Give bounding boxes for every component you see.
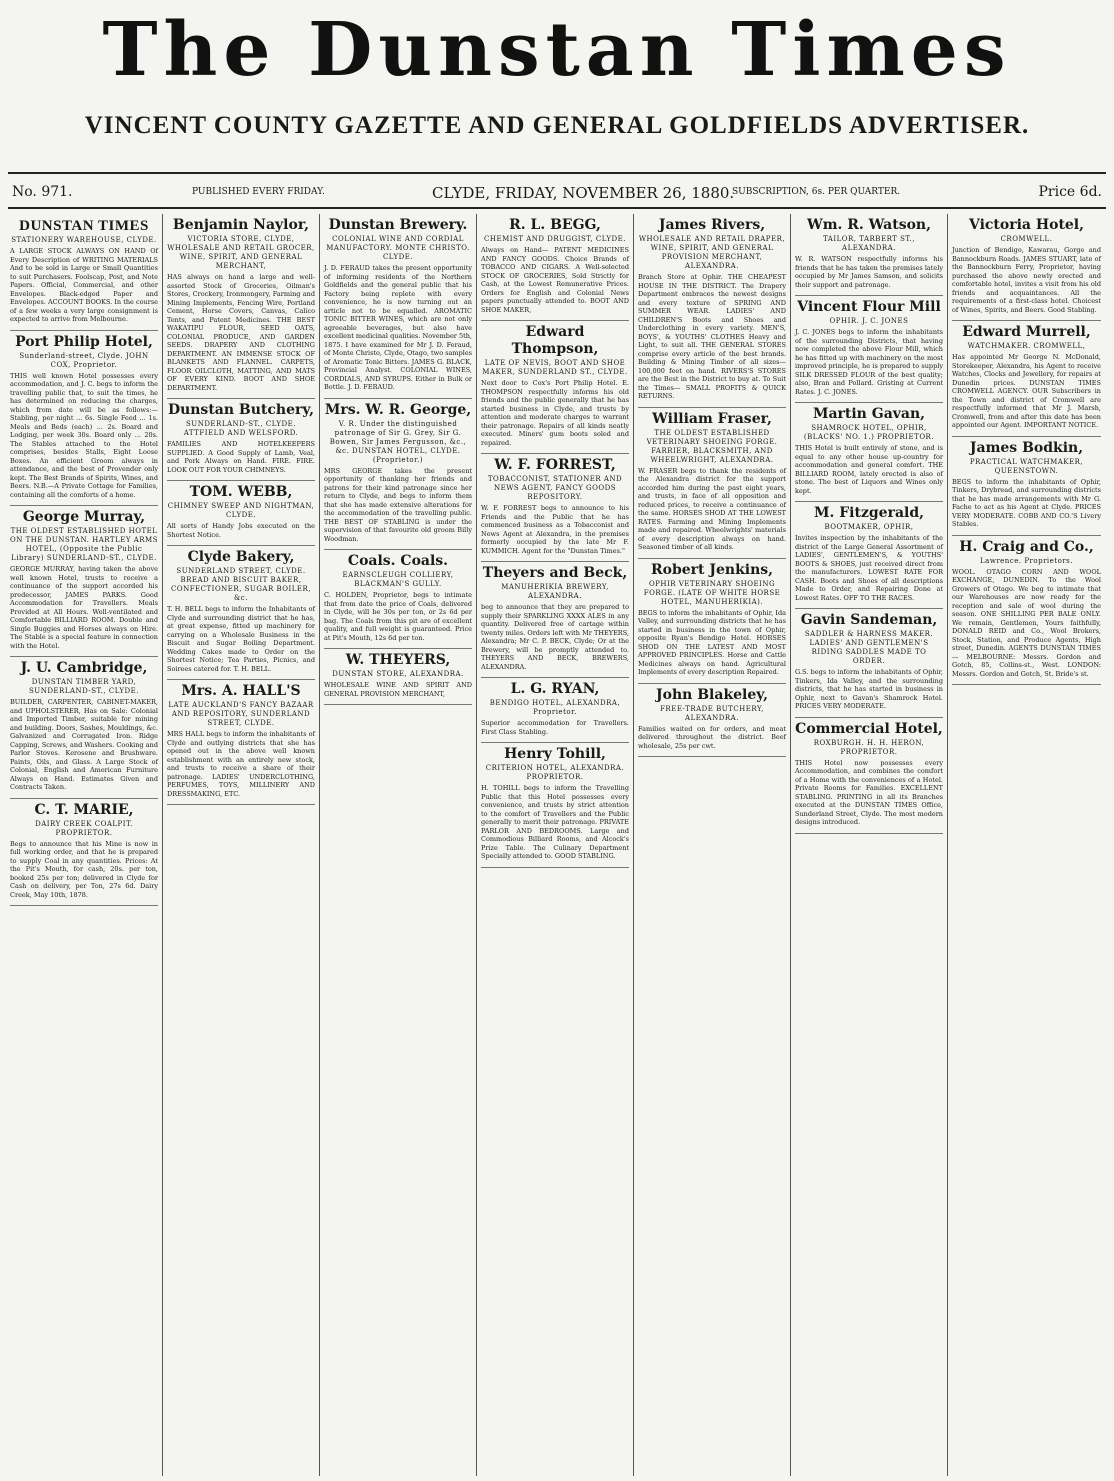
ad-subheading: WHOLESALE AND RETAIL DRAPER, WINE, SPIRIT, AND GENERAL PROVISION MERCHANT, ALEXANDRA. bbox=[638, 235, 786, 270]
advertisement bbox=[795, 609, 943, 718]
advertisement bbox=[324, 399, 472, 551]
ad-heading: W. F. FORREST, bbox=[494, 457, 616, 473]
advertisement bbox=[795, 296, 943, 403]
advertisement bbox=[481, 321, 629, 454]
ad-body: WOOL. OTAGO CORN AND WOOL EXCHANGE, DUNEDIN. To the Wool Growers of Otago. We beg to intimate that our Warehouses are now ready for the reception and sale of wool during the season. ONE SHILLING PER BALE ONLY. We remain, Gentlemen, Yours faithfully, DONALD REID and Co., Wool Brokers, Stock, Station, and Produce Agents, High street, Dunedin. AGENTS DUNSTAN TIMES— MELBOURNE: Messrs. Gordon and Gotch, 85, Collins-st., West. LONDON: Messrs. Gordon and Gotch, St. Bride's st. bbox=[952, 567, 1101, 678]
dateline bbox=[12, 184, 1102, 206]
masthead-rule-top bbox=[8, 172, 1106, 174]
ad-subheading: FREE-TRADE BUTCHERY, ALEXANDRA. bbox=[660, 704, 764, 722]
ad-subheading: COLONIAL WINE AND CORDIAL MANUFACTORY. MONTE CHRISTO. CLYDE. bbox=[326, 235, 470, 261]
ad-body: Branch Store at Ophir. THE CHEAPEST HOUSE IN THE DISTRICT. The Drapery Department embraces the newest designs and every texture of SPRING AND SUMMER WEAR. LADIES' AND CHILDREN'S Boots and Shoes and Underclothing in every variety. MEN'S, BOYS', & YOUTHS' CLOTHES Heavy and Light, to suit all. THE GENERAL STORES comprise every article of the best brands. Building & Mining Timber of all sizes—100,000 feet on hand. RIVERS'S STORES are the Best in the District to buy at. To Suit the Times— SMALL PROFITS & QUICK RETURNS. bbox=[638, 273, 786, 400]
ad-heading: George Murray, bbox=[22, 509, 146, 525]
ad-subheading: ROXBURGH. H. H. HERON, PROPRIETOR. bbox=[813, 738, 925, 756]
ad-subheading: VICTORIA STORE, CLYDE, WHOLESALE AND RETAIL GROCER, WINE, SPIRIT, AND GENERAL MERCHANT, bbox=[167, 235, 315, 270]
ad-heading: H. Craig and Co., bbox=[959, 538, 1094, 555]
advertisement bbox=[638, 684, 786, 758]
ad-body: T. H. BELL begs to inform the Inhabitants of Clyde and surrounding district that he has, at great expense, fitted up machinery for carrying on a Wholesale Business in the Biscuit and Sugar Boiling Department. Wedding Cakes made to Order on the Shortest Notice; Tea Parties, Picnics, and Soirees catered for. T. H. BELL. bbox=[167, 605, 315, 673]
ad-subheading: BENDIGO HOTEL, ALEXANDRA, Proprietor. bbox=[489, 699, 621, 716]
ad-heading: Gavin Sandeman, bbox=[800, 612, 938, 628]
ad-heading: Dunstan Butchery, bbox=[167, 402, 315, 418]
ad-body: WHOLESALE WINE AND SPIRIT AND GENERAL PROVISION MERCHANT, bbox=[324, 681, 472, 698]
ad-subheading: WATCHMAKER. CROMWELL, bbox=[967, 342, 1086, 350]
masthead-rule-bottom bbox=[8, 207, 1106, 209]
ad-subheading: LATE AUCKLAND'S FANCY BAZAAR AND REPOSITORY, SUNDERLAND STREET, CLYDE. bbox=[168, 701, 314, 727]
ad-subheading: STATIONERY WAREHOUSE, CLYDE. bbox=[11, 236, 157, 244]
advertisement bbox=[481, 454, 629, 562]
ad-body: W. R. WATSON respectfully informs his friends that he has taken the premises lately occupied by Mr James Samson, and solicits their support and patronage. bbox=[795, 255, 943, 289]
advertisement bbox=[952, 536, 1101, 686]
ad-body: GEORGE MURRAY, having taken the above well known Hotel, trusts to receive a continuance of the support accorded his predecessor, JAMES PARKS. Good Accommodation for Travellers. Meals Provided at All Hours. Well-ventilated and Comfortable BILLIARD ROOM. Double and Single Buggies and Horses always on Hire. The Stable is a special feature in connection with the Hotel. bbox=[10, 565, 158, 650]
ad-subheading: DUNSTAN STORE, ALEXANDRA. bbox=[332, 670, 464, 678]
ad-heading: Martin Gavan, bbox=[812, 406, 926, 422]
ad-subheading: THE OLDEST ESTABLISHED VETERINARY SHOEING FORGE. FARRIER, BLACKSMITH, AND WHEELWRIGHT, ALEXANDRA. bbox=[646, 428, 778, 464]
ad-heading: DUNSTAN TIMES bbox=[19, 218, 149, 234]
newspaper-title: The Dunstan Times bbox=[102, 7, 1012, 93]
ad-body: THIS Hotel is built entirely of stone, and is equal to any other house up-country for accommodation and general comfort. THE BILLIARD ROOM, lately erected is also of stone. The best of Liquors and Wines only kept. bbox=[795, 444, 943, 495]
newspaper-subtitle: VINCENT COUNTY GAZETTE AND GENERAL GOLDFIELDS ADVERTISER. bbox=[84, 112, 1030, 139]
advertisement bbox=[10, 506, 158, 657]
ad-body: BUILDER, CARPENTER, CABINET-MAKER, and UPHOLSTERER, Has on Sale: Colonial and Imported Timber, suitable for mining and building. Doors, Sashes, Mouldings, &c. Galvanized and Corrugated Iron. Ridge Capping, Screws, and Washers. Cooking and Parlor Stoves. Kerosene and Brushware. Paints, Oils, and Glass. A Large Stock of Colonial, English and American Furniture Always on Hand. Estimates Given and Contracts Taken. bbox=[10, 698, 158, 791]
ad-heading: Clyde Bakery, bbox=[187, 549, 295, 565]
ad-subheading: TAILOR, TARBERT ST., ALEXANDRA. bbox=[822, 235, 915, 252]
publication-frequency: PUBLISHED EVERY FRIDAY. bbox=[192, 187, 325, 197]
ad-heading: TOM. WEBB, bbox=[189, 484, 293, 500]
ad-body: MRS HALL begs to inform the inhabitants of Clyde and outlying districts that she has opened out in the above well known establishment with an entirely new stock, and trusts to receive a share of their patronage. LADIES' UNDERCLOTHING, PERFUMES, TOYS, MILLINERY AND DRESSMAKING, ETC. bbox=[167, 730, 315, 798]
ad-subheading: SUNDERLAND STREET, CLYDE. BREAD AND BISCUIT BAKER, CONFECTIONER, SUGAR BOILER, &c. bbox=[170, 567, 312, 602]
ad-body: G.S. begs to inform the inhabitants of Ophir, Tinkers, Ida Valley, and the surrounding districts, that he has started in business in Ophir, next to Gavan's Shamrock Hotel. PRICES VERY MODERATE. bbox=[795, 668, 943, 710]
advertisement bbox=[167, 680, 315, 805]
column-5 bbox=[634, 214, 791, 1476]
advertisement bbox=[481, 214, 629, 321]
advertisement bbox=[167, 481, 315, 546]
advertisement bbox=[10, 331, 158, 507]
ad-heading: Mrs. W. R. George, bbox=[324, 401, 472, 418]
ad-subheading: CROMWELL. bbox=[1000, 235, 1053, 243]
advertisement bbox=[10, 799, 158, 907]
advertisement bbox=[952, 321, 1101, 437]
ad-subheading: SHAMROCK HOTEL, OPHIR, (BLACKS' NO. 1.) PROPRIETOR. bbox=[803, 424, 935, 441]
ad-heading: Henry Tohill, bbox=[504, 746, 606, 762]
ad-heading: Theyers and Beck, bbox=[482, 565, 628, 581]
advertisement bbox=[167, 546, 315, 680]
ad-body: H. TOHILL begs to inform the Travelling Public that this Hotel possesses every convenience, and trusts by strict attention to the comfort of Travellers and the Public generally to merit their patronage. PRIVATE PARLOR AND BEDROOMS. Large and Commodious Billiard Rooms, and Alcock's Prize Table. The Culinary Department Specially attended to. GOOD STABLING. bbox=[481, 784, 629, 860]
ad-body: All sorts of Handy Jobs executed on the Shortest Notice. bbox=[167, 522, 315, 539]
advertisement bbox=[324, 214, 472, 399]
advertisement bbox=[481, 743, 629, 868]
ad-body: MRS GEORGE takes the present opportunity of thanking her friends and patrons for their kind patronage since her return to Clyde, and begs to inform them that she has made extensive alterations for the accommodation of the travelling public. THE BEST OF STABLING is under the supervision of that favourite old groom Billy Woodman. bbox=[324, 466, 472, 543]
column-6 bbox=[791, 214, 948, 1476]
advertisement bbox=[795, 403, 943, 502]
ad-subheading: EARNSCLEUGH COLLIERY, BLACKMAN'S GULLY. bbox=[342, 571, 454, 588]
ad-heading: John Blakeley, bbox=[656, 686, 768, 703]
ad-heading: Robert Jenkins, bbox=[650, 561, 774, 578]
ad-heading: W. THEYERS, bbox=[345, 652, 451, 668]
ad-body: J. C. JONES begs to inform the inhabitants of the surrounding Districts, that having now completed the above Flour Mill, which he has fitted up with machinery on the most improved principle, he is prepared to supply SILK DRESSED FLOUR of the best quality; also, Bran and Pollard. Gristing at Current Rates. J. C. JONES. bbox=[795, 328, 943, 396]
ad-subheading: CHIMNEY SWEEP AND NIGHTMAN, CLYDE. bbox=[167, 502, 315, 519]
ad-subheading: MANUHERIKIA BREWERY, ALEXANDRA. bbox=[501, 583, 609, 600]
advertisement bbox=[795, 718, 943, 834]
issue-number: No. 971. bbox=[12, 184, 73, 200]
ad-subheading: OPHIR. J. C. JONES bbox=[829, 317, 909, 325]
issue-price: Price 6d. bbox=[1038, 184, 1102, 200]
column-1 bbox=[6, 214, 163, 1476]
advertisement bbox=[638, 214, 786, 408]
ad-subheading: Lawrence. Proprietors. bbox=[980, 556, 1073, 565]
ad-subheading: SADDLER & HARNESS MAKER. LADIES' AND GENTLEMEN'S RIDING SADDLES MADE TO ORDER. bbox=[804, 630, 934, 665]
column-3 bbox=[320, 214, 477, 1476]
ad-subheading: Sunderland-street, Clyde. JOHN COX, Proprietor. bbox=[19, 351, 149, 369]
ad-heading: M. Fitzgerald, bbox=[813, 505, 925, 521]
ad-heading: James Bodkin, bbox=[969, 439, 1084, 456]
ad-subheading: PRACTICAL WATCHMAKER, QUEENSTOWN. bbox=[969, 457, 1084, 475]
ad-heading: Commercial Hotel, bbox=[795, 720, 943, 737]
ad-body: beg to announce that they are prepared to supply their SPARKLING XXXX ALES in any quantity. Delivered free of cartage within twenty miles. Orders left with Mr THEYERS, Alexandra; Mr C. P. BECK, Clyde; Or at the Brewery, will be promptly attended to. THEYERS AND BECK, BREWERS, ALEXANDRA. bbox=[481, 603, 629, 671]
ad-body: THIS well known Hotel possesses every accommodation, and J. C. begs to inform the travelling public that, to suit the times, he has determined on reducing the charges, which from date will be as follows:— Stabling, per night ... 6s. Single Feed ... 1s. Meals and Beds (each) ... 2s. Board and Lodging, per week 30s. Board only ... 20s. The Stables attached to the Hotel comprises, besides Stalls, Eight Loose Boxes. An efficient Groom always in attendance, and the best of Provender only kept. The Best Brands of Spirits, Wines, and Beers. N.B.—A Private Cottage for Families, containing all the comforts of a home. bbox=[10, 371, 158, 499]
ad-heading: Mrs. A. HALL'S bbox=[181, 683, 301, 699]
ad-body: Junction of Bendigo, Kawarau, Gorge and Bannockburn Roads. JAMES STUART, late of the Bannockburn Ferry, Proprietor, having purchased the above newly erected and comfortable hotel, invites a visit from his old friends and acquaintances. All the requirements of a first-class hotel. Choicest of Wines, Spirits, and Beers. Good Stabling. bbox=[952, 246, 1101, 314]
ad-body: Superior accommodation for Travellers. First Class Stabling. bbox=[481, 719, 629, 736]
ad-subheading: THE OLDEST ESTABLISHED HOTEL ON THE DUNSTAN. HARTLEY ARMS HOTEL, (Opposite the Public Library) SUNDERLAND-ST., CLYDE. bbox=[10, 527, 158, 562]
ad-subheading: CRITERION HOTEL, ALEXANDRA. PROPRIETOR. bbox=[485, 764, 625, 781]
issue-date: CLYDE, FRIDAY, NOVEMBER 26, 1880. bbox=[432, 184, 735, 202]
ad-body: THIS Hotel now possesses every Accommodation, and combines the comfort of a Home with the conveniences of a Hotel. Private Rooms for Families. EXCELLENT STABLING. PRINTING in all its Branches executed at the DUNSTAN TIMES Office, Sunderland Street, Clyde. The most modern designs introduced. bbox=[795, 758, 943, 826]
ad-body: A LARGE STOCK ALWAYS ON HAND Of Every Description of WRITING MATERIALS And to be sold in Large or Small Quantities to suit Purchasers. Foolscap, Post, and Note Papers. Official, Commercial, and other Envelopes. Black-edged Paper and Envelopes. ACCOUNT BOOKS. In the course of a few weeks a very large consignment is expected to arrive from Melbourne. bbox=[10, 247, 158, 323]
ad-subheading: LATE OF NEVIS, BOOT AND SHOE MAKER, SUNDERLAND ST., CLYDE. bbox=[482, 359, 628, 376]
advertisement bbox=[952, 214, 1101, 321]
ad-body: Families waited on for orders, and meat delivered throughout the district. Beef wholesale, 25s per cwt. bbox=[638, 724, 786, 750]
ad-subheading: OPHIR VETERINARY SHOEING FORGE. (LATE OF WHITE HORSE HOTEL, MANUHERIKIA). bbox=[643, 579, 781, 606]
advertisement bbox=[952, 437, 1101, 536]
column-2 bbox=[163, 214, 320, 1476]
advertisement bbox=[10, 214, 158, 331]
ad-heading: C. T. MARIE, bbox=[34, 801, 134, 818]
advertisement bbox=[481, 678, 629, 743]
ad-body: Invites inspection by the inhabitants of the district of the Large General Assortment of LADIES', GENTLEMEN'S, & YOUTHS' BOOTS & SHOES, just received direct from the manufacturers. LOWEST RATE FOR CASH. Boots and Shoes of all descriptions Made to Order, and Repairing Done at Lowest Rates. OFF TO THE RACES. bbox=[795, 534, 943, 602]
ad-body: Always on Hand— PATENT MEDICINES AND FANCY GOODS. Choice Brands of TOBACCO AND CIGARS. A Well-selected STOCK OF GROCERIES, Sold Strictly for Cash, at the Lowest Remunerative Prices. Orders for English and Colonial News papers punctually attended to. BOOT AND SHOE MAKER, bbox=[481, 246, 629, 314]
ad-heading: Victoria Hotel, bbox=[968, 217, 1085, 233]
advertisement bbox=[795, 502, 943, 609]
ad-subheading: V. R. Under the distinguished patronage of Sir G. Grey, Sir G. Bowen, Sir James Fergusson, &c., &c. DUNSTAN HOTEL, CLYDE. (Proprietor.) bbox=[329, 419, 467, 464]
column-4 bbox=[477, 214, 634, 1476]
ad-body: J. D. FERAUD takes the present opportunity of informing residents of the Northern Goldfields and the general public that his Factory being replete with every convenience, he is now turning out an article not to be equalled. AROMATIC TONIC BITTER WINES, which are not only agreeable beverages, but also have excellent medicinal qualities. November 5th, 1875. I have examined for Mr J. D. Feraud, of Monte Christo, Clyde, Otago, two samples of Aromatic Tonic Bitters. JAMES G. BLACK, Provincial Analyst. COLONIAL WINES, CORDIALS, AND SYRUPS. Either in Bulk or Bottle. J. D. FERAUD. bbox=[324, 264, 472, 391]
ad-heading: L. G. RYAN, bbox=[510, 681, 600, 697]
ad-subheading: CHEMIST AND DRUGGIST, CLYDE. bbox=[484, 235, 626, 243]
column-7 bbox=[948, 214, 1105, 1476]
ad-heading: Coals. Coals. bbox=[347, 553, 449, 569]
ad-heading: Wm. R. Watson, bbox=[807, 217, 931, 233]
ad-heading: Edward Thompson, bbox=[511, 324, 599, 357]
ad-body: BEGS to inform the inhabitants of Ophir, Tinkers, Drybread, and surrounding districts that he has made arrangements with Mr G. Fache to act as his Agent at Clyde. PRICES VERY MODERATE. COBB AND CO.'S Livery Stables. bbox=[952, 477, 1101, 528]
ad-subheading: DAIRY CREEK COALPIT. PROPRIETOR. bbox=[35, 819, 133, 837]
ad-heading: Edward Murrell, bbox=[962, 324, 1091, 340]
advertisement bbox=[167, 399, 315, 481]
advertisement bbox=[10, 657, 158, 799]
ad-body: Has appointed Mr George N. McDonald, Storekeeper, Alexandra, his Agent to receive Watches, Clocks and Jewellery, for repairs at Dunedin prices. DUNSTAN TIMES CROMWELL AGENCY. OUR Subscribers in the Town and district of Cromwell are respectfully informed that Mr J. Marsh, Cromwell, from and after this date has been appointed our Agent. IMPORTANT NOTICE. bbox=[952, 353, 1101, 429]
ad-body: W. FRASER begs to thank the residents of the Alexandra district for the support accorded him during the past eight years, and trusts, in face of all opposition and reduced prices, to receive a continuance of the same. HORSES SHOD AT THE LOWEST RATES. Farming and Mining Implements made and repaired. Wheelwrights' materials of every description always on hand. Seasoned timber of all kinds. bbox=[638, 466, 786, 551]
ad-body: Begs to announce that his Mine is now in full working order, and that he is prepared to supply Coal in any quantities. Prices: At the Pit's Mouth, for cash, 20s. per ton, booked 25s per ton; delivered in Clyde for Cash on delivery, per Ton, 27s 6d. Dairy Creek, May 10th, 1878. bbox=[10, 839, 158, 899]
ad-heading: Vincent Flour Mill bbox=[797, 299, 941, 315]
ad-subheading: DUNSTAN TIMBER YARD, SUNDERLAND-ST., CLYDE. bbox=[29, 678, 139, 695]
ad-heading: Benjamin Naylor, bbox=[172, 217, 310, 233]
advertisement bbox=[638, 408, 786, 559]
ad-body: FAMILIES AND HOTELKEEPERS SUPPLIED. A Good Supply of Lamb, Veal, and Pork Always on Hand. FIRE. FIRE. LOOK OUT FOR YOUR CHIMNEYS. bbox=[167, 440, 315, 474]
subscription-price: SUBSCRIPTION, 6s. PER QUARTER. bbox=[732, 187, 901, 197]
ad-subheading: SUNDERLAND-ST., CLYDE. ATTFIELD AND WELSFORD. bbox=[183, 420, 299, 437]
ad-subheading: TOBACCONIST, STATIONER AND NEWS AGENT, FANCY GOODS REPOSITORY. bbox=[487, 475, 623, 501]
advertisement bbox=[795, 214, 943, 296]
ad-body: W. F. FORREST begs to announce to his Friends and the Public that he has commenced business as a Tobacconist and News Agent at Alexandra, in the premises formerly occupied by the late Mr F. KUMMICH. Agent for the "Dunstan Times." bbox=[481, 504, 629, 555]
ad-body: Next door to Cox's Port Philip Hotel. E. THOMPSON respectfully informs his old friends and the public generally that he has started business in Clyde, and trusts by attention and moderate charges to warrant their patronage. Repairs of all kinds neatly executed. Miners' gum boots soled and repaired. bbox=[481, 379, 629, 447]
ad-heading: J. U. Cambridge, bbox=[20, 660, 148, 676]
ad-body: C. HOLDEN, Proprietor, begs to intimate that from date the price of Coals, delivered in Clyde, will be 30s per ton, or 2s 6d per bag. The Coals from this pit are of excellent quality, and full weight is guaranteed. Price at Pit's Mouth, 12s 6d per ton. bbox=[324, 591, 472, 642]
advertisement bbox=[167, 214, 315, 399]
ad-heading: James Rivers, bbox=[658, 217, 766, 233]
ad-body: HAS always on hand a large and well-assorted Stock of Groceries, Oilman's Stores, Crockery, Ironmongery, Farming and Mining Implements, Fencing Wire, Portland Cement, Horse Covers, Canvas, Calico Tents, and Patent Medicines. THE BEST WAKATIPU FLOUR, SEED OATS, COLONIAL PRODUCE, AND GARDEN SEEDS. DRAPERY AND CLOTHING DEPARTMENT. AN IMMENSE STOCK OF BLANKETS AND FLANNEL. CARPETS, FLOOR OILCLOTH, MATTING, AND MATS OF EVERY KIND. BOOT AND SHOE DEPARTMENT. bbox=[167, 273, 315, 392]
ad-heading: William Fraser, bbox=[652, 410, 772, 427]
advertisement bbox=[481, 562, 629, 678]
ad-heading: Dunstan Brewery. bbox=[328, 217, 468, 233]
ad-body: BEGS to inform the inhabitants of Ophir, Ida Valley, and surrounding districts that he has started in business in the town of Ophir, opposite Ryan's Bendigo Hotel. HORSES SHOD ON THE LATEST AND MOST APPROVED PRINCIPLES. Horse and Cattle Medicines always on hand. Agricultural Implements of every description Repaired. bbox=[638, 608, 786, 676]
advertisement bbox=[638, 559, 786, 684]
advertisement bbox=[324, 649, 472, 705]
advertisement bbox=[324, 550, 472, 649]
masthead bbox=[0, 0, 1114, 112]
ad-subheading: BOOTMAKER, OPHIR, bbox=[824, 523, 914, 531]
ad-heading: R. L. BEGG, bbox=[509, 217, 601, 233]
ad-heading: Port Philip Hotel, bbox=[15, 333, 153, 350]
columns bbox=[6, 214, 1108, 1476]
